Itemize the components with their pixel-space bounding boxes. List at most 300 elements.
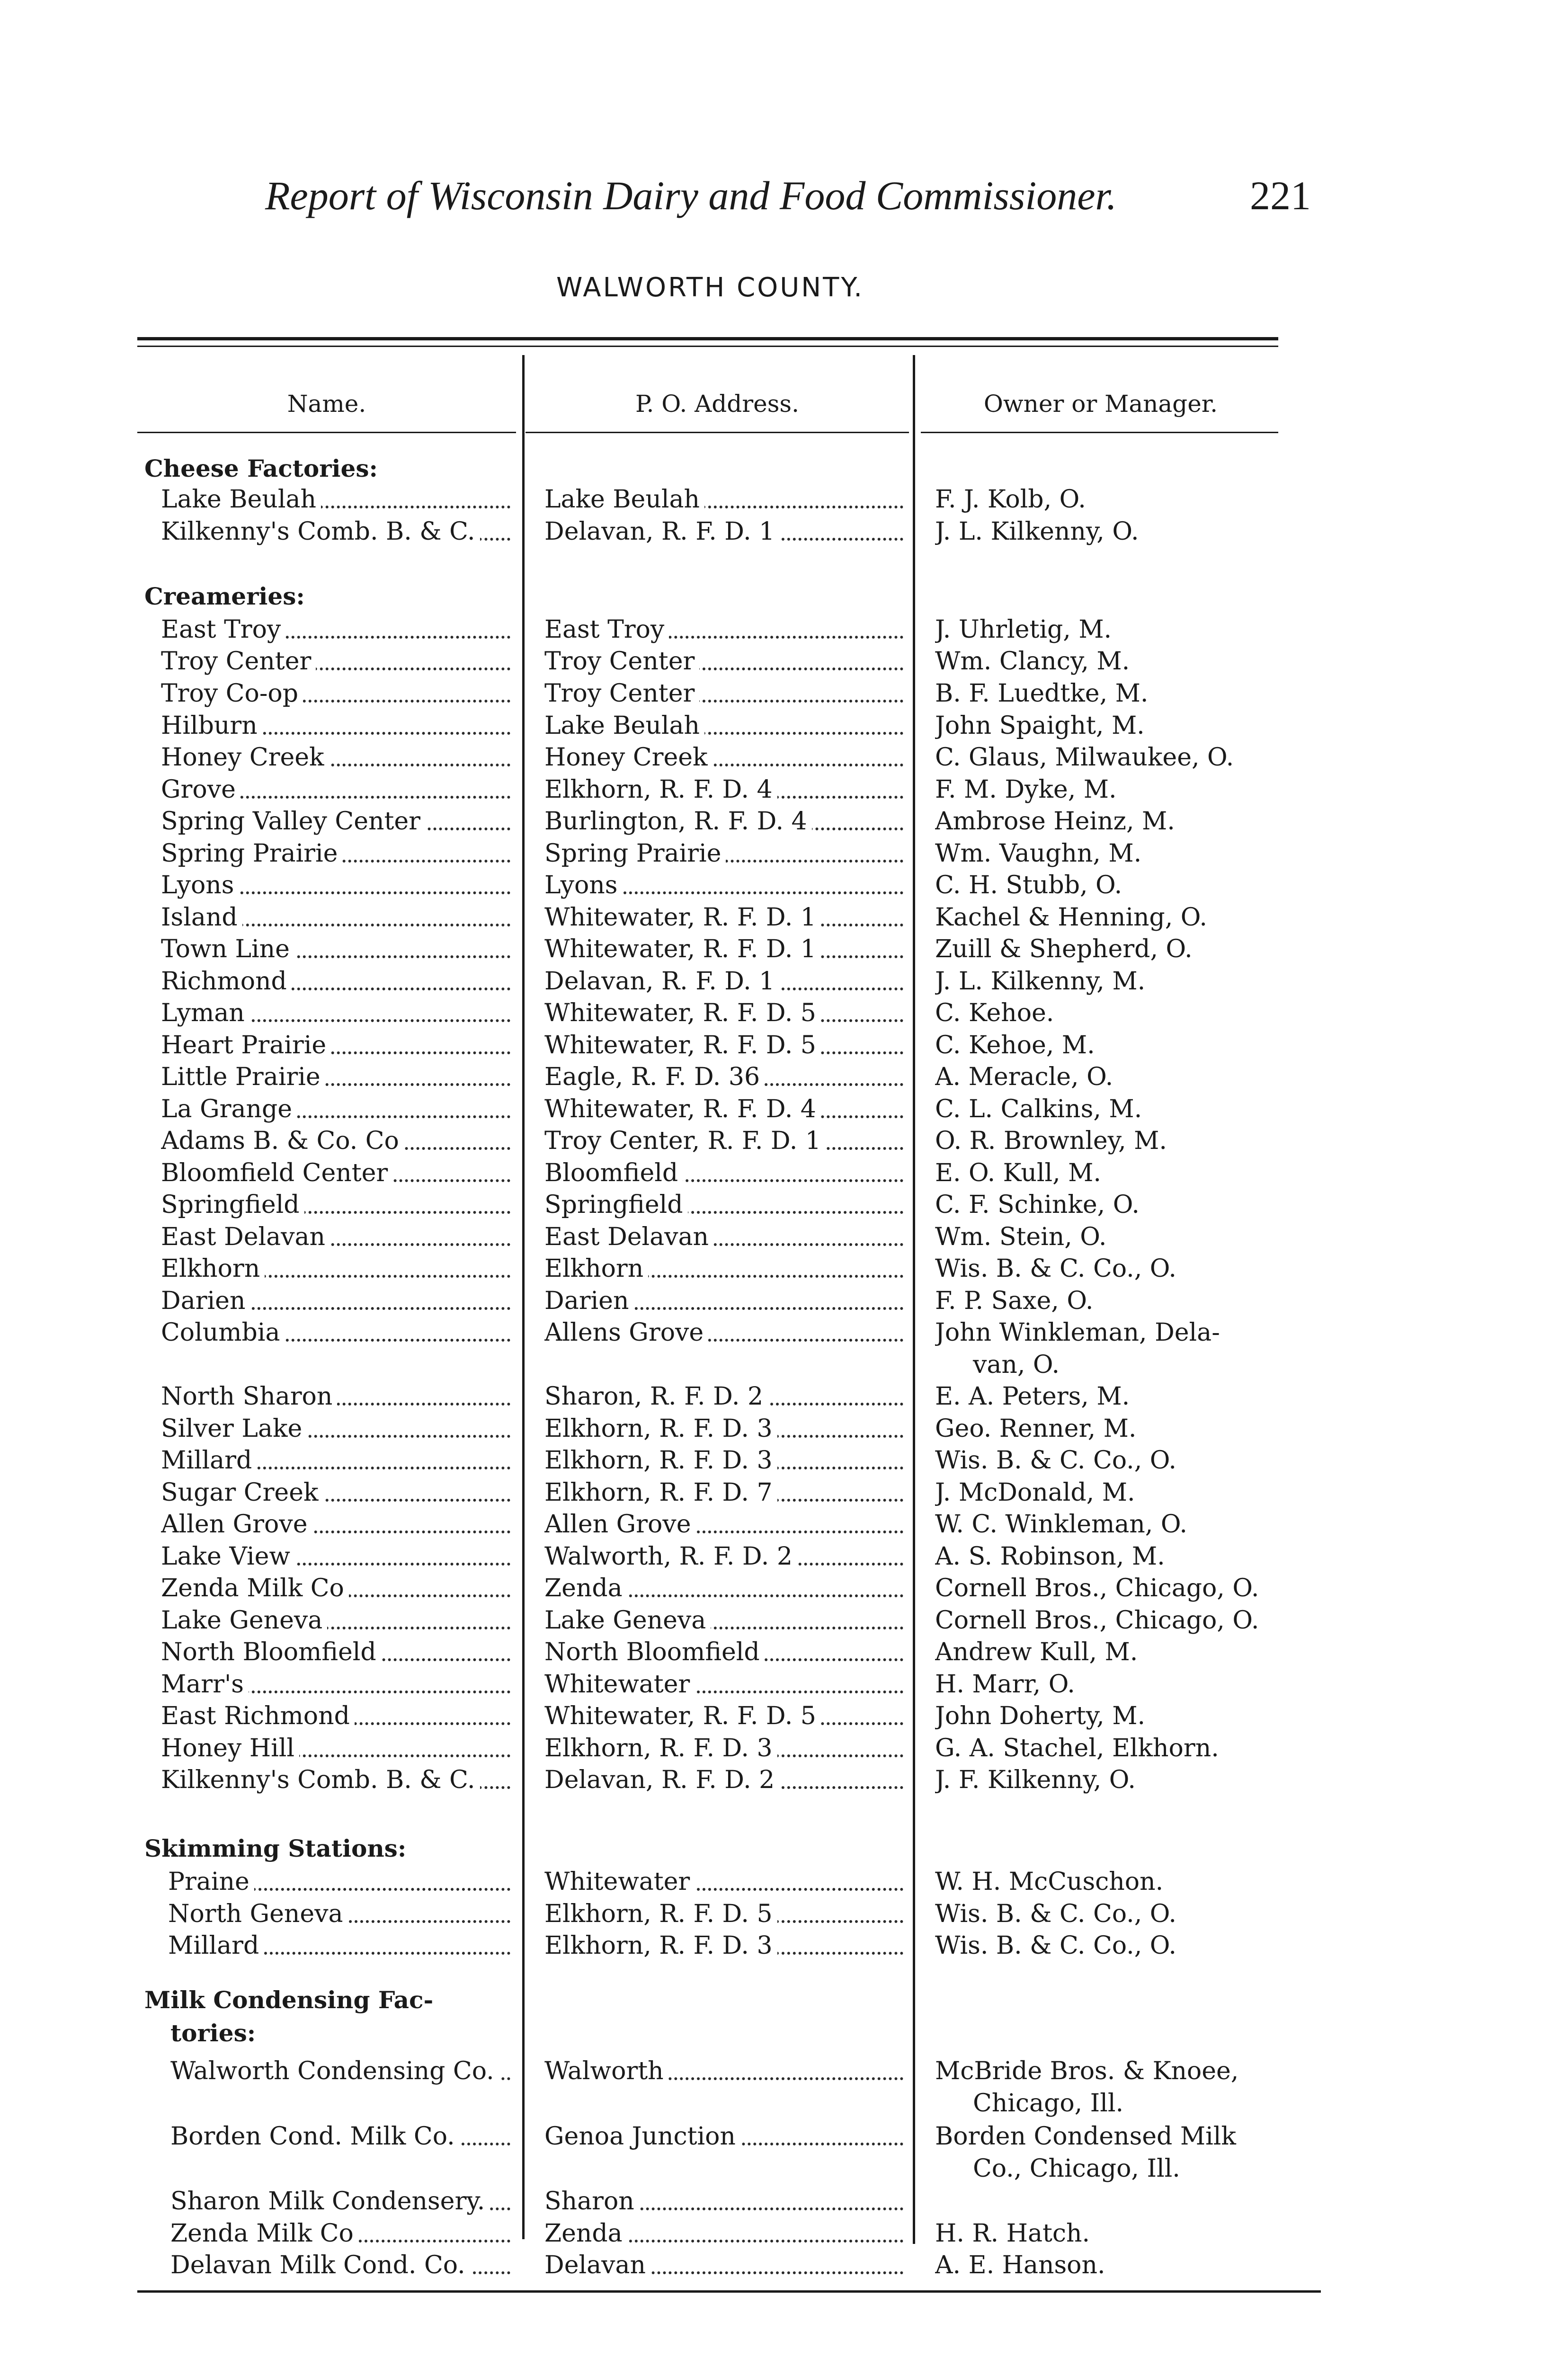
entry-name: Island [161, 903, 242, 932]
entry-address-cell [544, 1636, 909, 1669]
entry-address-cell [544, 933, 909, 966]
entry-address: Allens Grove [544, 1318, 708, 1347]
table-row [0, 965, 1568, 998]
entry-owner-cell [935, 677, 1323, 710]
entry-name-cell [161, 1604, 516, 1637]
entry-address-cell [544, 965, 909, 998]
entry-address-cell [544, 1476, 909, 1509]
entry-owner-cell [935, 1636, 1323, 1669]
entry-address-cell [544, 741, 909, 774]
entry-address: Burlington, R. F. D. 4 [544, 807, 812, 836]
entry-address-cell [544, 1572, 909, 1605]
entry-owner-cell [935, 1029, 1323, 1062]
entry-name-cell [168, 1929, 516, 1962]
entry-address: Elkhorn, R. F. D. 3 [544, 1734, 777, 1762]
entry-name-cell [161, 1763, 516, 1797]
entry-owner-cell [935, 1124, 1323, 1157]
entry-name-cell [161, 1093, 516, 1126]
entry-owner: Wm. Vaughn, M. [935, 839, 1142, 868]
entry-owner-cell [935, 1763, 1323, 1797]
entry-address-cell [544, 805, 909, 838]
entry-name-cell [161, 1188, 516, 1221]
entry-address-cell [544, 1763, 909, 1797]
entry-owner: Ambrose Heinz, M. [935, 807, 1175, 836]
entry-address: Whitewater, R. F. D. 5 [544, 1702, 821, 1730]
entry-name: Kilkenny's Comb. B. & C. [161, 1766, 480, 1794]
entry-owner-cell [935, 1604, 1323, 1637]
entry-address: Lake Beulah [544, 712, 704, 740]
table-row [0, 2249, 1568, 2282]
table-row [0, 1763, 1568, 1797]
entry-owner [935, 2187, 940, 2216]
entry-address-cell [544, 2120, 909, 2153]
entry-name-cell [161, 1540, 516, 1573]
table-row [0, 515, 1568, 548]
entry-address-cell [544, 901, 909, 934]
entry-address: Walworth, R. F. D. 2 [544, 1542, 797, 1571]
entry-name-cell [161, 1316, 516, 1349]
entry-owner-cell [935, 1093, 1323, 1126]
entry-owner: Wis. B. & C. Co., O. [935, 1931, 1176, 1960]
entry-owner: E. A. Peters, M. [935, 1382, 1130, 1411]
entry-owner: F. P. Saxe, O. [935, 1287, 1094, 1315]
entry-name-cell [161, 1476, 516, 1509]
section-heading: Creameries: [144, 582, 305, 610]
entry-owner: H. R. Hatch. [935, 2219, 1090, 2248]
entry-address: Elkhorn, R. F. D. 5 [544, 1900, 777, 1928]
table-row [0, 1029, 1568, 1062]
table-row [0, 901, 1568, 934]
entry-name-cell [161, 709, 516, 742]
entry-name: Millard [168, 1931, 264, 1960]
entry-owner: J. L. Kilkenny, M. [935, 967, 1146, 996]
entry-address-cell [544, 773, 909, 806]
entry-name: Delavan Milk Cond. Co. [170, 2251, 470, 2279]
entry-owner: C. F. Schinke, O. [935, 1191, 1140, 1219]
entry-address-cell [544, 1540, 909, 1573]
entry-owner: John Spaight, M. [935, 712, 1145, 740]
entry-owner: A. E. Hanson. [935, 2251, 1105, 2279]
entry-name-cell [161, 1124, 516, 1157]
entry-address: Lyons [544, 871, 622, 899]
entry-name: Spring Prairie [161, 839, 342, 868]
entry-address-cell [544, 837, 909, 870]
table-row [0, 1636, 1568, 1669]
entry-owner-cell [935, 1157, 1323, 1190]
entry-owner-cell [935, 1732, 1323, 1765]
entry-address: East Delavan [544, 1223, 713, 1251]
entry-address-cell [544, 613, 909, 646]
table-row [0, 645, 1568, 678]
table-row [0, 1444, 1568, 1477]
entry-address-cell [544, 677, 909, 710]
table-row [0, 1220, 1568, 1254]
entry-name: Walworth Condensing Co. [170, 2057, 499, 2085]
entry-owner: G. A. Stachel, Elkhorn. [935, 1734, 1219, 1762]
entry-name: Heart Prairie [161, 1031, 331, 1059]
entry-name-cell [161, 837, 516, 870]
entry-owner: C. Glaus, Milwaukee, O. [935, 743, 1234, 772]
entry-name: Allen Grove [161, 1510, 312, 1539]
entry-address: Troy Center [544, 679, 699, 708]
entry-address: Bloomfield [544, 1159, 683, 1187]
table-row [0, 1508, 1568, 1541]
page-number: 221 [1250, 173, 1311, 218]
entry-address: Whitewater, R. F. D. 1 [544, 935, 821, 963]
entry-address-cell [544, 515, 909, 548]
entry-address-cell [544, 997, 909, 1030]
entry-address: Elkhorn, R. F. D. 3 [544, 1415, 777, 1443]
entry-name: Adams B. & Co. Co [161, 1127, 404, 1155]
table-row [0, 709, 1568, 742]
entry-name: Elkhorn [161, 1255, 265, 1283]
entry-address-cell [544, 1316, 909, 1349]
table-row [0, 1316, 1568, 1349]
entry-name: Praine [168, 1868, 254, 1896]
entry-address-cell [544, 1060, 909, 1094]
entry-owner: J. L. Kilkenny, O. [935, 517, 1139, 546]
entry-owner: Cornell Bros., Chicago, O. [935, 1574, 1259, 1602]
top-rule-thick [137, 337, 1278, 340]
entry-address-cell [544, 1604, 909, 1637]
entry-name-cell [161, 997, 516, 1030]
table-row [0, 1252, 1568, 1285]
entry-name-cell [168, 1897, 516, 1931]
running-title: Report of Wisconsin Dairy and Food Commissioner. [265, 173, 1117, 218]
header-rule-owner [921, 432, 1278, 433]
entry-address: Elkhorn, R. F. D. 4 [544, 775, 777, 804]
entry-name: East Delavan [161, 1223, 330, 1251]
entry-address: Delavan, R. F. D. 2 [544, 1766, 779, 1794]
entry-owner: B. F. Luedtke, M. [935, 679, 1149, 708]
entry-name: Troy Center [161, 647, 316, 676]
table-row [0, 2120, 1568, 2153]
entry-address-cell [544, 2249, 909, 2282]
entry-name: Sharon Milk Condensery. [170, 2187, 490, 2216]
entry-name: Columbia [161, 1318, 285, 1347]
entry-owner-cell [935, 1508, 1323, 1541]
entry-owner: Wis. B. & C. Co., O. [935, 1255, 1176, 1283]
entry-address: Zenda [544, 1574, 627, 1602]
entry-name: East Troy [161, 615, 285, 644]
entry-address: Sharon [544, 2187, 639, 2216]
bottom-rule [137, 2290, 1321, 2293]
entry-name: North Bloomfield [161, 1638, 381, 1666]
entry-owner-cell [935, 741, 1323, 774]
entry-owner-cell [935, 1897, 1323, 1931]
entry-name: Zenda Milk Co [161, 1574, 349, 1602]
entry-owner: C. H. Stubb, O. [935, 871, 1123, 899]
entry-address: Elkhorn, R. F. D. 3 [544, 1446, 777, 1475]
table-row [0, 1700, 1568, 1733]
table-row [0, 869, 1568, 902]
entry-owner-cell [935, 613, 1323, 646]
entry-owner: J. McDonald, M. [935, 1478, 1135, 1507]
entry-owner-cell [935, 1220, 1323, 1254]
entry-address-cell [544, 1444, 909, 1477]
entry-address: Elkhorn, R. F. D. 7 [544, 1478, 777, 1507]
entry-owner-continued: Chicago, Ill. [973, 2089, 1124, 2118]
entry-name: Grove [161, 775, 241, 804]
entry-owner-cell [935, 1284, 1323, 1317]
entry-name-cell [161, 1220, 516, 1254]
entry-address: Elkhorn [544, 1255, 648, 1283]
entry-name-cell [170, 2055, 516, 2088]
entry-name: Bloomfield Center [161, 1159, 392, 1187]
entry-owner-cell [935, 1572, 1323, 1605]
entry-name: Millard [161, 1446, 257, 1475]
entry-name-cell [161, 1252, 516, 1285]
header-rule-address [526, 432, 909, 433]
entry-owner-cell [935, 997, 1323, 1030]
entry-address: Whitewater, R. F. D. 1 [544, 903, 821, 932]
entry-name-cell [161, 1636, 516, 1669]
entry-name-cell [161, 645, 516, 678]
entry-address: Troy Center [544, 647, 699, 676]
entry-owner-cell [935, 645, 1323, 678]
entry-name-cell [161, 1060, 516, 1094]
entry-name: Little Prairie [161, 1063, 325, 1091]
entry-address-cell [544, 2185, 909, 2218]
entry-address-cell [544, 869, 909, 902]
entry-owner: Wis. B. & C. Co., O. [935, 1900, 1176, 1928]
entry-address: Darien [544, 1287, 633, 1315]
entry-address-cell [544, 483, 909, 516]
entry-address: Spring Prairie [544, 839, 726, 868]
column-header-address: P. O. Address. [635, 390, 799, 418]
entry-owner: A. Meracle, O. [935, 1063, 1114, 1091]
entry-owner: W. C. Winkleman, O. [935, 1510, 1187, 1539]
entry-name-cell [161, 773, 516, 806]
entry-owner: A. S. Robinson, M. [935, 1542, 1165, 1571]
entry-owner-cell [935, 1668, 1323, 1701]
entry-address: Whitewater [544, 1670, 695, 1699]
entry-owner: C. Kehoe, M. [935, 1031, 1095, 1059]
section-heading: Milk Condensing Fac- [144, 1986, 434, 2014]
section-heading-continued: tories: [170, 2019, 256, 2047]
entry-owner: C. Kehoe. [935, 999, 1054, 1027]
entry-name: Silver Lake [161, 1415, 307, 1443]
entry-owner-cell [935, 901, 1323, 934]
section-heading: Skimming Stations: [144, 1834, 407, 1862]
table-row [0, 997, 1568, 1030]
entry-name-cell [161, 1029, 516, 1062]
entry-name-cell [161, 1732, 516, 1765]
top-rule-thin [137, 346, 1278, 347]
entry-owner-cell [935, 483, 1323, 516]
entry-name: Lake View [161, 1542, 295, 1571]
entry-owner-cell [935, 1380, 1323, 1413]
entry-name: Lake Beulah [161, 485, 321, 514]
entry-name: Sugar Creek [161, 1478, 323, 1507]
entry-owner: Geo. Renner, M. [935, 1415, 1137, 1443]
entry-name-cell [168, 1865, 516, 1898]
entry-name: North Geneva [168, 1900, 348, 1928]
entry-name: Marr's [161, 1670, 249, 1699]
entry-owner-cell [935, 1060, 1323, 1094]
entry-owner-cell [935, 2185, 1323, 2218]
entry-name-cell [161, 1157, 516, 1190]
entry-name-cell [170, 2217, 516, 2250]
entry-owner-cell [935, 1540, 1323, 1573]
entry-name: Honey Creek [161, 743, 329, 772]
table-row [0, 2185, 1568, 2218]
entry-address-cell [544, 2217, 909, 2250]
entry-name: Lyons [161, 871, 239, 899]
entry-owner-cell [935, 1865, 1323, 1898]
entry-address: Genoa Junction [544, 2122, 740, 2151]
table-row [0, 773, 1568, 806]
entry-address: Walworth [544, 2057, 668, 2085]
entry-owner-cell [935, 1188, 1323, 1221]
entry-owner-cell [935, 805, 1323, 838]
entry-address: Whitewater, R. F. D. 5 [544, 1031, 821, 1059]
entry-address-cell [544, 1700, 909, 1733]
entry-name: Borden Cond. Milk Co. [170, 2122, 460, 2151]
entry-name-cell [170, 2185, 516, 2218]
entry-owner: McBride Bros. & Knoee, [935, 2057, 1239, 2085]
entry-name-cell [161, 741, 516, 774]
entry-name: La Grange [161, 1095, 297, 1123]
entry-name-cell [161, 869, 516, 902]
entry-owner: J. Uhrletig, M. [935, 615, 1112, 644]
table-row [0, 1732, 1568, 1765]
table-row [0, 1380, 1568, 1413]
table-row [0, 1668, 1568, 1701]
table-row [0, 483, 1568, 516]
entry-name: Troy Co-op [161, 679, 303, 708]
entry-owner-cell [935, 1700, 1323, 1733]
entry-address-cell [544, 1252, 909, 1285]
entry-address-cell [544, 1124, 909, 1157]
county-title: WALWORTH COUNTY. [556, 272, 864, 303]
entry-owner: John Winkleman, Dela- [935, 1318, 1220, 1347]
table-row [0, 1284, 1568, 1317]
table-row [0, 1604, 1568, 1637]
table-row [0, 1476, 1568, 1509]
entry-address-cell [544, 1508, 909, 1541]
entry-name-cell [161, 1412, 516, 1445]
table-row [0, 677, 1568, 710]
entry-owner: Cornell Bros., Chicago, O. [935, 1606, 1259, 1635]
entry-owner: Borden Condensed Milk [935, 2122, 1236, 2151]
entry-address: Elkhorn, R. F. D. 3 [544, 1931, 777, 1960]
table-row [0, 613, 1568, 646]
entry-name-cell [161, 1572, 516, 1605]
section-heading: Cheese Factories: [144, 454, 378, 482]
entry-address-cell [544, 1188, 909, 1221]
entry-owner-cell [935, 2217, 1323, 2250]
table-row [0, 1572, 1568, 1605]
table-row [0, 1897, 1568, 1931]
entry-name: Town Line [161, 935, 294, 963]
entry-owner-cell [935, 1929, 1323, 1962]
entry-name-cell [161, 1444, 516, 1477]
entry-name: Lake Geneva [161, 1606, 327, 1635]
entry-owner: Wis. B. & C. Co., O. [935, 1446, 1176, 1475]
entry-address: North Bloomfield [544, 1638, 765, 1666]
table-row [0, 2217, 1568, 2250]
entry-address: Whitewater, R. F. D. 5 [544, 999, 821, 1027]
entry-address: Delavan, R. F. D. 1 [544, 517, 779, 546]
header-rule-name [137, 432, 516, 433]
entry-address-cell [544, 1093, 909, 1126]
entry-owner-cell [935, 869, 1323, 902]
entry-name: East Richmond [161, 1702, 355, 1730]
entry-name-cell [170, 2120, 516, 2153]
entry-owner: E. O. Kull, M. [935, 1159, 1101, 1187]
entry-name-cell [161, 483, 516, 516]
entry-name-cell [161, 901, 516, 934]
entry-name: Honey Hill [161, 1734, 299, 1762]
table-row [0, 741, 1568, 774]
table-row [0, 1188, 1568, 1221]
entry-name-cell [161, 1668, 516, 1701]
entry-owner-cell [935, 773, 1323, 806]
entry-owner: W. H. McCuschon. [935, 1868, 1164, 1896]
entry-address-cell [544, 1029, 909, 1062]
table-row [0, 1540, 1568, 1573]
entry-owner: Wm. Clancy, M. [935, 647, 1130, 676]
entry-name: Darien [161, 1287, 250, 1315]
entry-owner-cell [935, 2055, 1323, 2088]
entry-address: Eagle, R. F. D. 36 [544, 1063, 765, 1091]
entry-owner-cell [935, 709, 1323, 742]
entry-owner: Andrew Kull, M. [935, 1638, 1138, 1666]
table-row [0, 2055, 1568, 2088]
entry-address-cell [544, 1284, 909, 1317]
entry-name: Kilkenny's Comb. B. & C. [161, 517, 480, 546]
entry-name: North Sharon [161, 1382, 337, 1411]
entry-address: Delavan, R. F. D. 1 [544, 967, 779, 996]
entry-owner-cell [935, 1476, 1323, 1509]
entry-name-cell [161, 933, 516, 966]
entry-address-cell [544, 645, 909, 678]
entry-owner-cell [935, 837, 1323, 870]
entry-name: Springfield [161, 1191, 304, 1219]
table-row [0, 933, 1568, 966]
entry-name-cell [161, 1380, 516, 1413]
entry-owner-cell [935, 1444, 1323, 1477]
entry-owner: Wm. Stein, O. [935, 1223, 1107, 1251]
entry-name: Lyman [161, 999, 249, 1027]
entry-owner: H. Marr, O. [935, 1670, 1075, 1699]
entry-owner: C. L. Calkins, M. [935, 1095, 1142, 1123]
entry-address: East Troy [544, 615, 669, 644]
entry-name-cell [161, 1700, 516, 1733]
entry-address-cell [544, 1220, 909, 1254]
entry-address: Lake Beulah [544, 485, 704, 514]
entry-address-cell [544, 1157, 909, 1190]
entry-address-cell [544, 709, 909, 742]
entry-owner-cell [935, 1412, 1323, 1445]
entry-address: Honey Creek [544, 743, 713, 772]
entry-owner: F. J. Kolb, O. [935, 485, 1086, 514]
entry-name-cell [170, 2249, 516, 2282]
entry-owner-continued: van, O. [973, 1351, 1060, 1379]
entry-owner: J. F. Kilkenny, O. [935, 1766, 1136, 1794]
entry-owner: Zuill & Shepherd, O. [935, 935, 1193, 963]
entry-owner-cell [935, 1316, 1323, 1349]
entry-owner-cell [935, 2120, 1323, 2153]
entry-name-cell [161, 965, 516, 998]
table-row [0, 837, 1568, 870]
entry-owner-cell [935, 515, 1323, 548]
entry-owner-cell [935, 933, 1323, 966]
entry-owner: O. R. Brownley, M. [935, 1127, 1167, 1155]
entry-address-cell [544, 1380, 909, 1413]
table-row [0, 1060, 1568, 1094]
